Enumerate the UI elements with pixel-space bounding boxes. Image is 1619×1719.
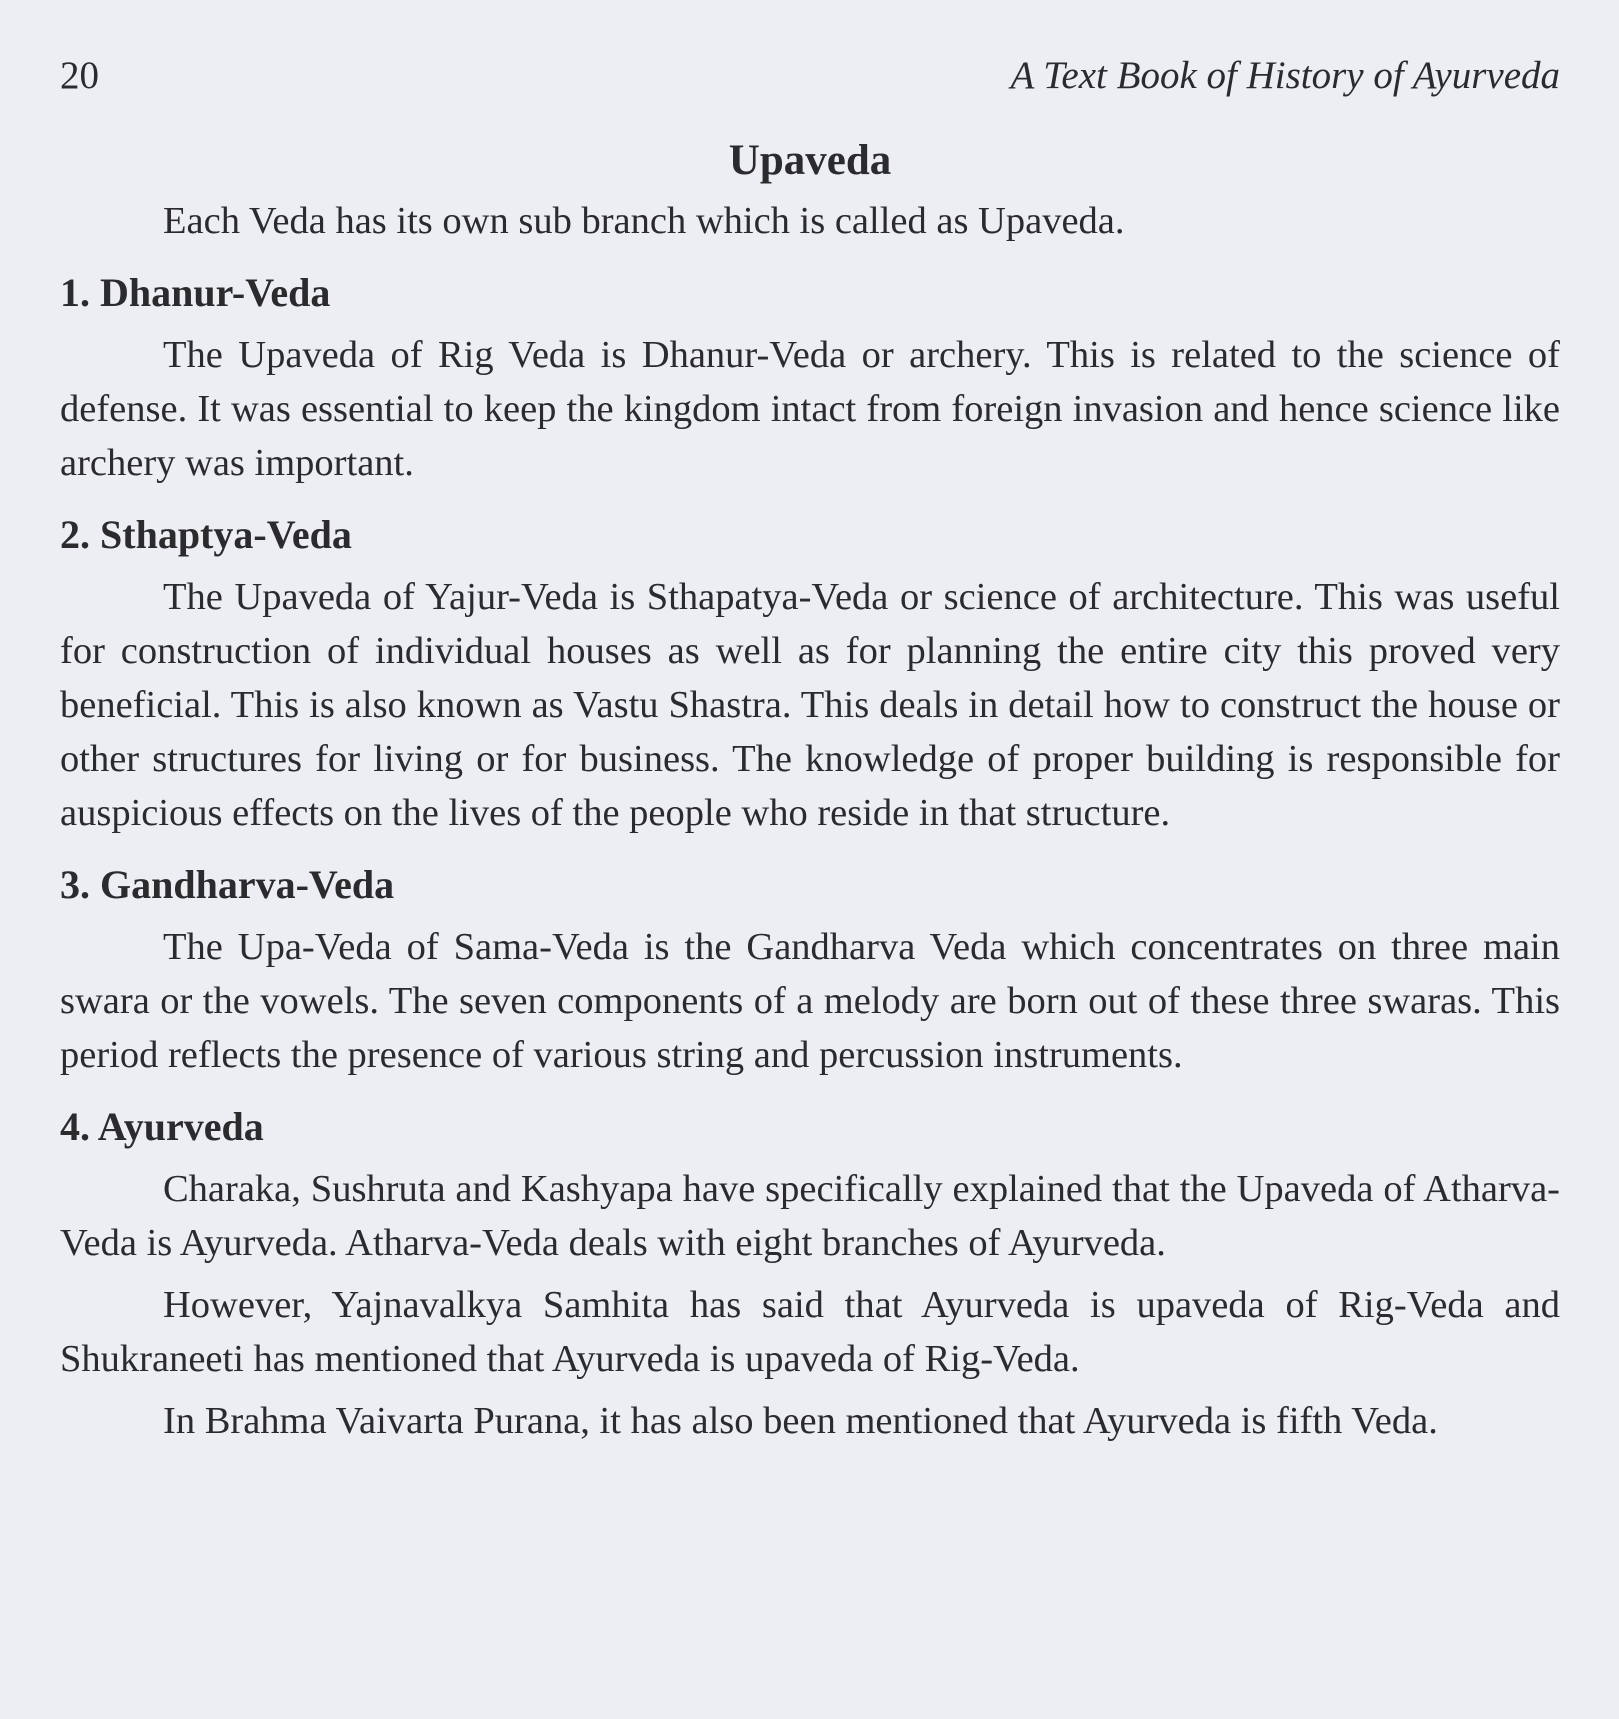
subsection-heading-dhanur-veda: 1. Dhanur-Veda	[60, 270, 331, 315]
paragraph-sthaptya-veda: The Upaveda of Yajur-Veda is Sthapatya-Veda or science of architecture. This was useful for construction of individual houses as well as for planning the entire city this proved very beneficial. This is also known as Vastu Shastra. This deals in detail how to construct the house or other structures for living or for business. The knowledge of proper building is responsible for auspicious effects on the lives of the people who reside in that structure.	[60, 576, 1560, 834]
paragraph-dhanur-veda: The Upaveda of Rig Veda is Dhanur-Veda or archery. This is related to the science of defense. It was essential to keep the kingdom intact from foreign invasion and hence science like archery was important.	[60, 334, 1560, 484]
paragraph-gandharva-veda: The Upa-Veda of Sama-Veda is the Gandharva Veda which concentrates on three main swara or the vowels. The seven components of a melody are born out of these three swaras. This period reflects the presence of various string and percussion instruments.	[60, 926, 1560, 1076]
subsection-heading-sthaptya-veda: 2. Sthaptya-Veda	[60, 512, 352, 557]
running-title: A Text Book of History of Ayurveda	[1010, 54, 1560, 97]
section-title: Upaveda	[728, 137, 892, 184]
book-page	[60, 48, 1560, 1448]
page-number: 20	[60, 54, 99, 97]
subsection-heading-ayurveda: 4. Ayurveda	[60, 1104, 264, 1149]
subsection-heading-gandharva-veda: 3. Gandharva-Veda	[60, 862, 395, 907]
paragraph-ayurveda-2: However, Yajnavalkya Samhita has said that Ayurveda is upaveda of Rig-Veda and Shukraneeti has mentioned that Ayurveda is upaveda of Rig-Veda.	[60, 1284, 1560, 1380]
section-intro: Each Veda has its own sub branch which is called as Upaveda.	[163, 200, 1125, 242]
paragraph-ayurveda-3: In Brahma Vaivarta Purana, it has also been mentioned that Ayurveda is fifth Veda.	[163, 1400, 1438, 1442]
paragraph-ayurveda-1: Charaka, Sushruta and Kashyapa have specifically explained that the Upaveda of Atharva-Veda is Ayurveda. Atharva-Veda deals with eight branches of Ayurveda.	[60, 1168, 1560, 1264]
running-head	[60, 48, 1560, 104]
